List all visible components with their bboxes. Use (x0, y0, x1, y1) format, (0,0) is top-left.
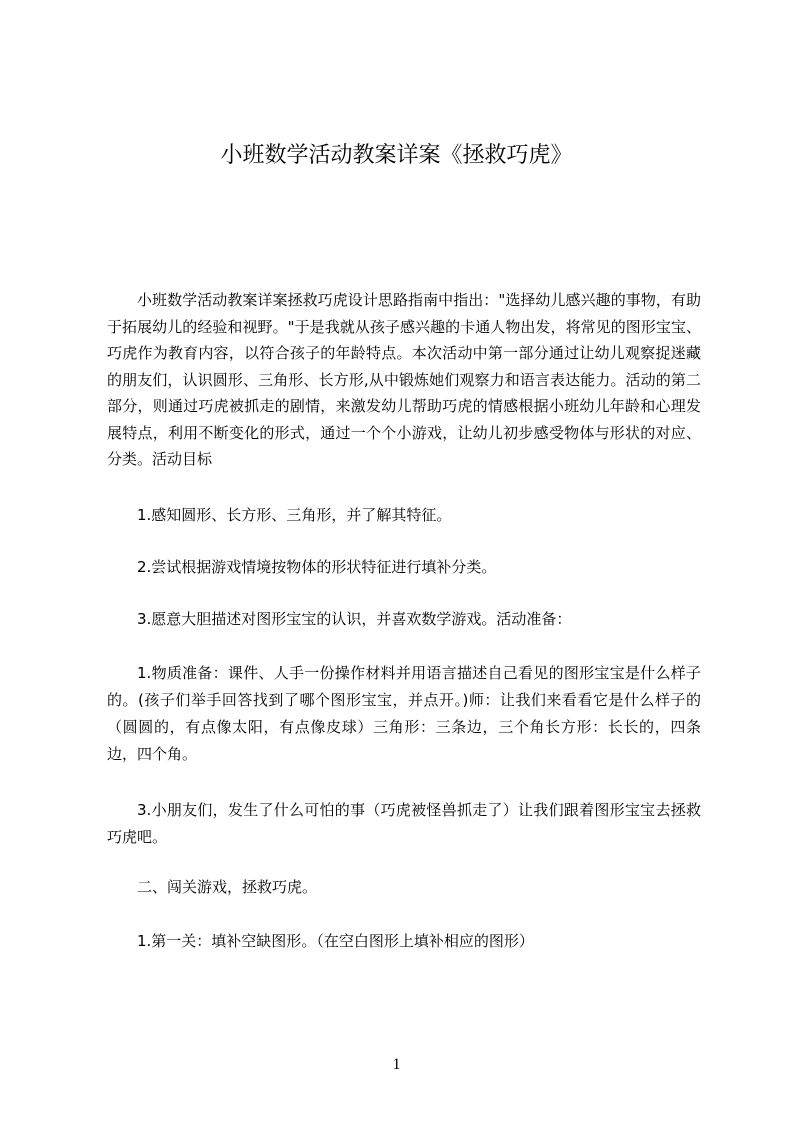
intro-paragraph: 小班数学活动教案详案拯救巧虎设计思路指南中指出："选择幼儿感兴趣的事物，有助于拓展幼儿的经验和视野。"于是我就从孩子感兴趣的卡通人物出发，将常见的图形宝宝、巧虎作为教育内容，以符合孩子的年龄特点。本次活动中第一部分通过让幼儿观察捉迷藏的朋友们，认识圆形、三角形、长方形,从中锻炼她们观察力和语言表达能力。活动的第二部分，则通过巧虎被抓走的剧情，来激发幼儿帮助巧虎的情感根据小班幼儿年龄和心理发展特点，利用不断变化的形式，通过一个个小游戏，让幼儿初步感受物体与形状的对应、分类。活动目标 (107, 291, 701, 468)
level-item-1: 1.第一关：填补空缺图形。（在空白图形上填补相应的图形） (137, 932, 534, 950)
goal-item-3: 3.愿意大胆描述对图形宝宝的认识，并喜欢数学游戏。活动准备： (137, 610, 572, 628)
prep-item-3: 3.小朋友们，发生了什么可怕的事（巧虎被怪兽抓走了）让我们跟着图形宝宝去拯救巧虎吧。 (107, 801, 701, 846)
document-title: 小班数学活动教案详案《拯救巧虎》 (220, 143, 573, 168)
page-number: 1 (392, 1056, 401, 1073)
prep-item-1: 1.物质准备：课件、人手一份操作材料并用语言描述自己看见的图形宝宝是什么样子的。(孩子们举手回答找到了哪个图形宝宝，并点开。)师：让我们来看看它是什么样子的（圆圆的，有点像太阳，有点像皮球）三角形：三条边，三个角长方形：长长的，四条边，四个角。 (107, 664, 701, 763)
section-heading-2: 二、闯关游戏，拯救巧虎。 (137, 878, 318, 896)
goal-item-2: 2.尝试根据游戏情境按物体的形状特征进行填补分类。 (137, 558, 497, 576)
goal-item-1: 1.感知圆形、长方形、三角形，并了解其特征。 (137, 506, 452, 524)
